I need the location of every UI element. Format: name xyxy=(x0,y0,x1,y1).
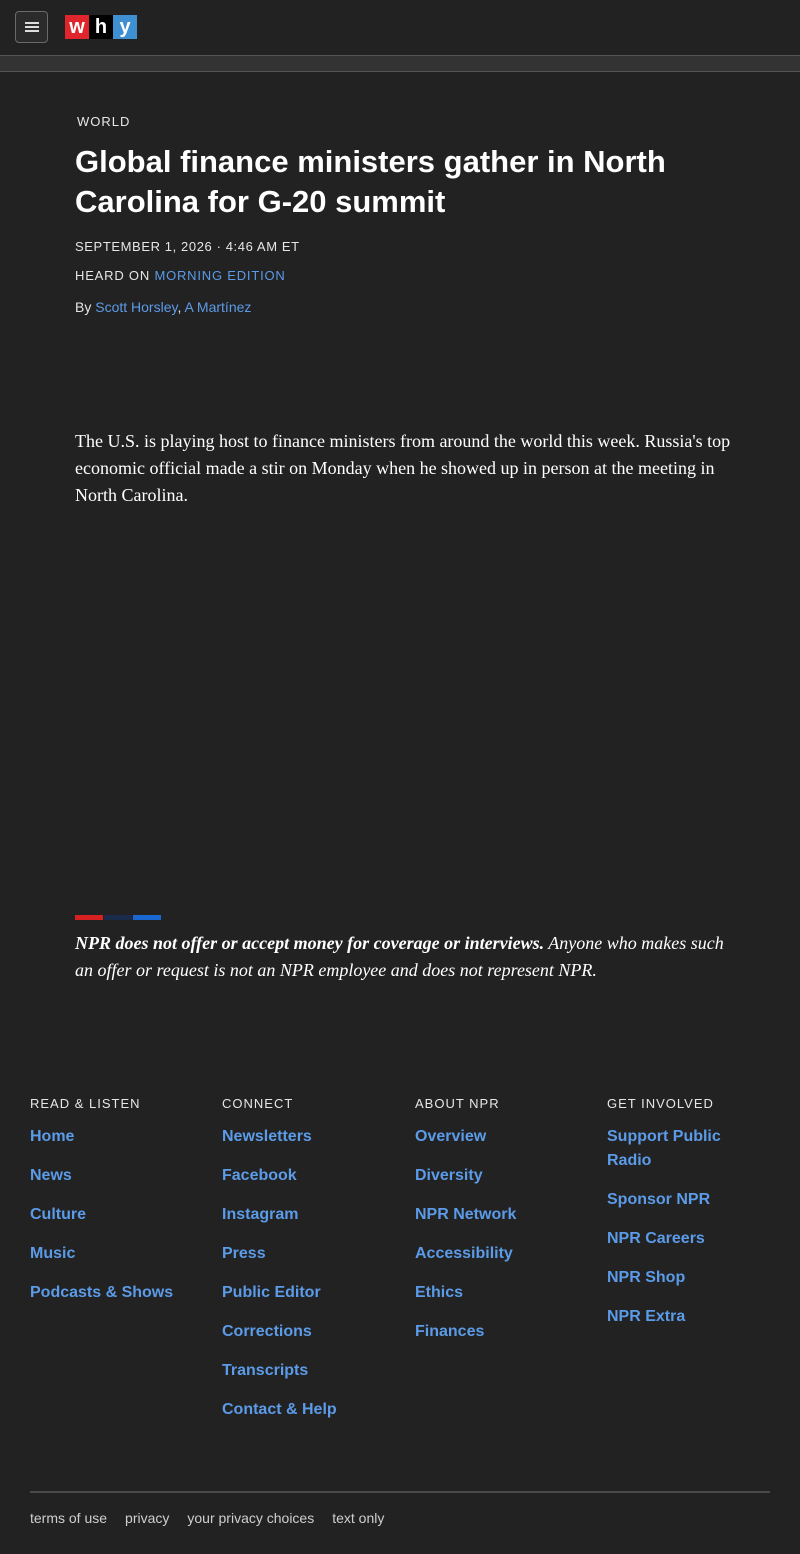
article-headline: Global finance ministers gather in North Carolina for G-20 summit xyxy=(75,144,666,219)
footer-link-instagram[interactable]: Instagram xyxy=(222,1206,299,1223)
footer-link-finances[interactable]: Finances xyxy=(415,1323,485,1340)
logo-letter-w: w xyxy=(65,15,89,39)
logo-letter-y: y xyxy=(113,15,137,39)
legal-link-terms-of-use[interactable]: terms of use xyxy=(30,1510,108,1526)
author-link-scott-horsley[interactable]: Scott Horsley xyxy=(95,299,178,315)
disclaimer-bold: NPR does not offer or accept money for coverage or interviews. xyxy=(75,933,545,953)
byline-prefix: By xyxy=(75,299,96,315)
top-nav-bar xyxy=(0,0,800,56)
footer-link-npr-extra[interactable]: NPR Extra xyxy=(607,1308,686,1325)
legal-link-text-only[interactable]: text only xyxy=(332,1510,385,1526)
footer-divider xyxy=(30,1491,770,1493)
article-dateline: SEPTEMBER 1, 2026 · 4:46 AM ET xyxy=(75,239,300,254)
footer-link-public-editor[interactable]: Public Editor xyxy=(222,1284,321,1301)
footer-link-sponsor-npr[interactable]: Sponsor NPR xyxy=(607,1191,711,1208)
footer-column-read-listen xyxy=(30,1096,200,1320)
footer-link-transcripts[interactable]: Transcripts xyxy=(222,1362,309,1379)
footer-heading: ABOUT NPR xyxy=(415,1096,500,1111)
logo-letter-h: h xyxy=(89,15,113,39)
footer-link-support-public-radio[interactable]: Support Public Radio xyxy=(607,1128,721,1169)
heard-on-prefix: HEARD ON xyxy=(75,268,155,283)
footer-link-music[interactable]: Music xyxy=(30,1245,76,1262)
footer-link-corrections[interactable]: Corrections xyxy=(222,1323,312,1340)
sub-nav-strip xyxy=(0,56,800,72)
legal-links xyxy=(30,1510,384,1526)
footer-link-overview[interactable]: Overview xyxy=(415,1128,487,1145)
author-link-a-martinez[interactable]: A Martínez xyxy=(184,299,252,315)
brand-bar-navy xyxy=(104,915,132,920)
ethics-disclaimer xyxy=(75,930,735,984)
footer-link-accessibility[interactable]: Accessibility xyxy=(415,1245,513,1262)
author-separator: , xyxy=(177,299,185,315)
footer-link-npr-careers[interactable]: NPR Careers xyxy=(607,1230,705,1247)
footer-heading: GET INVOLVED xyxy=(607,1096,714,1111)
footer-link-culture[interactable]: Culture xyxy=(30,1206,86,1223)
article-body: The U.S. is playing host to finance ministers from around the world this week. Russia's top economic official made a stir on Monday when he showed up in person at the meeting in North Carolina. xyxy=(75,431,731,505)
brand-color-bar xyxy=(75,915,162,920)
section-label[interactable]: WORLD xyxy=(77,114,131,129)
menu-button[interactable] xyxy=(15,11,48,43)
footer-link-npr-network[interactable]: NPR Network xyxy=(415,1206,517,1223)
footer-column-connect xyxy=(222,1096,392,1437)
brand-bar-red xyxy=(75,915,103,920)
show-link-morning-edition[interactable]: MORNING EDITION xyxy=(154,268,286,283)
disclaimer-text: Anyone who makes such an offer or request is not an NPR employee and does not represent NPR. xyxy=(75,933,724,980)
footer-link-facebook[interactable]: Facebook xyxy=(222,1167,297,1184)
footer-link-contact-help[interactable]: Contact & Help xyxy=(222,1401,337,1418)
footer-link-npr-shop[interactable]: NPR Shop xyxy=(607,1269,686,1286)
footer-link-home[interactable]: Home xyxy=(30,1128,75,1145)
footer-column-get-involved xyxy=(607,1096,767,1344)
brand-bar-blue xyxy=(133,915,161,920)
footer-link-ethics[interactable]: Ethics xyxy=(415,1284,464,1301)
footer-link-news[interactable]: News xyxy=(30,1167,72,1184)
footer-heading: CONNECT xyxy=(222,1096,294,1111)
byline xyxy=(75,299,251,315)
footer-link-diversity[interactable]: Diversity xyxy=(415,1167,483,1184)
legal-link-privacy-choices[interactable]: your privacy choices xyxy=(187,1510,315,1526)
footer-link-podcasts-shows[interactable]: Podcasts & Shows xyxy=(30,1284,174,1301)
footer-link-press[interactable]: Press xyxy=(222,1245,266,1262)
footer-heading: READ & LISTEN xyxy=(30,1096,141,1111)
legal-link-privacy[interactable]: privacy xyxy=(125,1510,170,1526)
heard-on xyxy=(75,268,286,283)
footer-column-about-npr xyxy=(415,1096,585,1359)
footer-link-newsletters[interactable]: Newsletters xyxy=(222,1128,312,1145)
station-logo[interactable] xyxy=(65,15,137,39)
